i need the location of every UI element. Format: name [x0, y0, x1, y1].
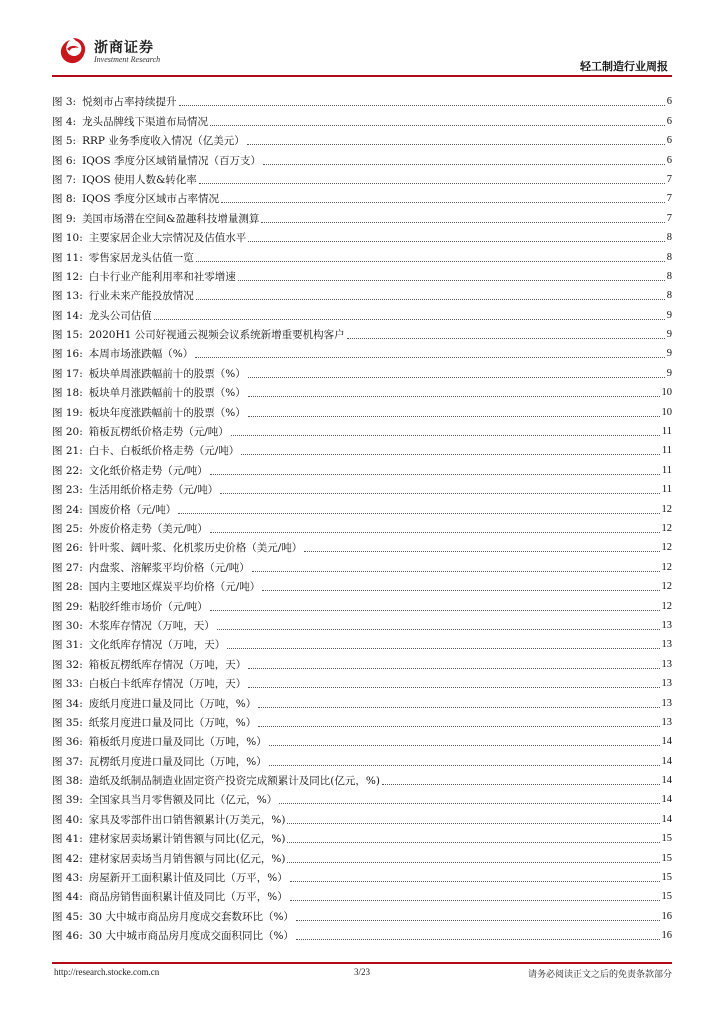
toc-figure-label: 图 38: — [52, 775, 83, 788]
toc-figure-title: 造纸及纸制品制造业固定资产投资完成额累计及同比(亿元，%) — [88, 775, 380, 788]
toc-figure-label: 图 8: — [52, 193, 77, 206]
report-title: 轻工制造行业周报 — [580, 60, 668, 73]
toc-figure-title: IQOS 季度分区域市占率情况 — [82, 193, 219, 206]
toc-page-number: 9 — [666, 309, 672, 321]
toc-figure-label: 图 27: — [52, 561, 83, 574]
toc-dot-leader — [248, 687, 659, 688]
toc-figure-title: 建材家居卖场累计销售额与同比(亿元，%) — [88, 833, 286, 846]
toc-figure-label: 图 16: — [52, 348, 83, 361]
toc-entry[interactable] — [52, 614, 672, 633]
toc-page-number: 8 — [666, 232, 672, 244]
toc-entry[interactable] — [52, 458, 672, 477]
toc-dot-leader — [287, 862, 659, 863]
toc-page-number: 12 — [661, 542, 672, 554]
toc-entry[interactable] — [52, 265, 672, 284]
toc-figure-title: 房屋新开工面积累计值及同比（万平，%） — [88, 872, 288, 885]
toc-dot-leader — [154, 319, 665, 320]
toc-figure-label: 图 37: — [52, 755, 83, 768]
toc-figure-title: 生活用纸价格走势（元/吨） — [88, 484, 219, 497]
toc-figure-title: 针叶浆、阔叶浆、化机浆历史价格（美元/吨） — [88, 542, 303, 555]
toc-entry[interactable] — [52, 866, 672, 885]
toc-page-number: 11 — [661, 426, 672, 438]
toc-page-number: 11 — [661, 484, 672, 496]
toc-figure-label: 图 45: — [52, 910, 83, 923]
header-divider — [52, 75, 672, 77]
toc-figure-label: 图 22: — [52, 464, 83, 477]
toc-figure-label: 图 25: — [52, 522, 83, 535]
toc-figure-title: 国内主要地区煤炭平均价格（元/吨） — [88, 581, 261, 594]
toc-entry[interactable] — [52, 284, 672, 303]
toc-figure-title: IQOS 季度分区域销量情况（百万支） — [82, 154, 261, 167]
toc-page-number: 7 — [666, 212, 672, 224]
toc-entry[interactable] — [52, 400, 672, 419]
toc-figure-title: 木浆库存情况（万吨，天） — [88, 619, 215, 632]
toc-entry[interactable] — [52, 517, 672, 536]
toc-dot-leader — [178, 513, 659, 514]
toc-figure-label: 图 3: — [52, 96, 77, 109]
toc-figure-label: 图 31: — [52, 639, 83, 652]
toc-figure-title: RRP 业务季度收入情况（亿美元） — [82, 135, 245, 148]
toc-dot-leader — [263, 164, 665, 165]
toc-dot-leader — [347, 338, 665, 339]
toc-page-number: 15 — [661, 891, 672, 903]
toc-figure-title: 美国市场潜在空间&盈趣科技增量测算 — [82, 212, 260, 225]
toc-dot-leader — [248, 377, 665, 378]
toc-page-number: 13 — [661, 697, 672, 709]
toc-figure-label: 图 7: — [52, 173, 77, 186]
toc-dot-leader — [196, 299, 665, 300]
toc-entry[interactable] — [52, 788, 672, 807]
toc-figure-title: 30 大中城市商品房月度成交套数环比（%） — [88, 910, 294, 923]
toc-figure-label: 图 29: — [52, 600, 83, 613]
toc-entry[interactable] — [52, 187, 672, 206]
toc-figure-label: 图 11: — [52, 251, 83, 264]
toc-entry[interactable] — [52, 749, 672, 768]
toc-entry[interactable] — [52, 361, 672, 380]
toc-figure-title: 板块单周涨跌幅前十的股票（%） — [88, 367, 246, 380]
toc-page-number: 14 — [661, 755, 672, 767]
toc-page-number: 10 — [661, 406, 672, 418]
toc-figure-title: 内盘浆、溶解浆平均价格（元/吨） — [88, 561, 250, 574]
toc-dot-leader — [220, 493, 660, 494]
toc-entry[interactable] — [52, 594, 672, 613]
toc-figure-title: 粘胶纤维市场价（元/吨） — [88, 600, 208, 613]
toc-page-number: 13 — [661, 716, 672, 728]
toc-entry[interactable] — [52, 711, 672, 730]
toc-dot-leader — [210, 125, 665, 126]
footer-disclaimer: 请务必阅读正文之后的免责条款部分 — [527, 970, 672, 980]
toc-figure-title: 白板白卡纸库存情况（万吨，天） — [88, 678, 247, 691]
toc-page-number: 6 — [666, 115, 672, 127]
toc-entry[interactable] — [52, 536, 672, 555]
toc-entry[interactable] — [52, 672, 672, 691]
toc-figure-title: 瓦楞纸月度进口量及同比（万吨，%） — [88, 755, 267, 768]
toc-figure-title: 白卡行业产能利用率和社零增速 — [88, 270, 236, 283]
toc-figure-label: 图 36: — [52, 736, 83, 749]
toc-page-number: 14 — [661, 775, 672, 787]
toc-figure-title: 文化纸价格走势（元/吨） — [88, 464, 208, 477]
toc-entry[interactable] — [52, 109, 672, 128]
toc-figure-title: 行业未来产能投放情况 — [88, 290, 194, 303]
toc-figure-title: IQOS 使用人数&转化率 — [82, 173, 197, 186]
toc-entry[interactable] — [52, 652, 672, 671]
brand-name-cn: 浙商证券 — [94, 40, 154, 56]
toc-page-number: 14 — [661, 794, 672, 806]
toc-page-number: 15 — [661, 872, 672, 884]
toc-entry[interactable] — [52, 904, 672, 923]
toc-dot-leader — [258, 707, 659, 708]
toc-entry[interactable] — [52, 691, 672, 710]
toc-page-number: 12 — [661, 600, 672, 612]
toc-figure-label: 图 17: — [52, 367, 83, 380]
toc-page-number: 14 — [661, 813, 672, 825]
toc-entry[interactable] — [52, 497, 672, 516]
toc-entry[interactable] — [52, 924, 672, 943]
toc-page-number: 16 — [661, 930, 672, 942]
toc-entry[interactable] — [52, 148, 672, 167]
toc-figure-label: 图 20: — [52, 426, 83, 439]
toc-page-number: 6 — [666, 135, 672, 147]
toc-page-number: 12 — [661, 581, 672, 593]
toc-figure-label: 图 12: — [52, 270, 83, 283]
toc-dot-leader — [252, 571, 660, 572]
figure-list — [52, 90, 672, 943]
toc-figure-title: 箱板瓦楞纸价格走势（元/吨） — [88, 426, 229, 439]
toc-figure-title: 30 大中城市商品房月度成交面积同比（%） — [88, 930, 294, 943]
toc-entry[interactable] — [52, 226, 672, 245]
toc-dot-leader — [210, 532, 660, 533]
toc-dot-leader — [217, 629, 660, 630]
toc-figure-label: 图 40: — [52, 813, 83, 826]
toc-figure-title: 废纸月度进口量及同比（万吨，%） — [88, 697, 257, 710]
page-number: 3/23 — [354, 967, 371, 977]
toc-entry[interactable] — [52, 420, 672, 439]
toc-dot-leader — [304, 551, 659, 552]
toc-dot-leader — [382, 784, 660, 785]
toc-figure-label: 图 13: — [52, 290, 83, 303]
toc-dot-leader — [248, 668, 659, 669]
toc-page-number: 9 — [666, 367, 672, 379]
toc-page-number: 6 — [666, 154, 672, 166]
toc-page-number: 11 — [661, 445, 672, 457]
toc-page-number: 14 — [661, 736, 672, 748]
toc-figure-title: 2020H1 公司好视通云视频会议系统新增重要机构客户 — [88, 329, 345, 342]
toc-entry[interactable] — [52, 555, 672, 574]
toc-figure-label: 图 14: — [52, 309, 83, 322]
toc-entry[interactable] — [52, 323, 672, 342]
toc-dot-leader — [248, 241, 665, 242]
toc-dot-leader — [290, 881, 660, 882]
toc-figure-label: 图 26: — [52, 542, 83, 555]
footer-divider — [52, 962, 672, 964]
toc-page-number: 6 — [666, 96, 672, 108]
toc-figure-label: 图 32: — [52, 658, 83, 671]
toc-figure-label: 图 21: — [52, 445, 83, 458]
toc-figure-title: 白卡、白板纸价格走势（元/吨） — [88, 445, 240, 458]
toc-figure-label: 图 39: — [52, 794, 83, 807]
toc-dot-leader — [210, 610, 660, 611]
toc-figure-label: 图 28: — [52, 581, 83, 594]
toc-dot-leader — [296, 939, 660, 940]
toc-figure-label: 图 15: — [52, 329, 83, 342]
page-header — [52, 36, 672, 76]
toc-figure-label: 图 23: — [52, 484, 83, 497]
toc-entry[interactable] — [52, 303, 672, 322]
toc-figure-label: 图 5: — [52, 135, 77, 148]
toc-dot-leader — [221, 202, 665, 203]
toc-figure-title: 箱板瓦楞纸库存情况（万吨，天） — [88, 658, 247, 671]
toc-dot-leader — [248, 416, 660, 417]
toc-figure-title: 文化纸库存情况（万吨，天） — [88, 639, 226, 652]
toc-dot-leader — [258, 726, 659, 727]
toc-dot-leader — [179, 105, 665, 106]
toc-entry[interactable] — [52, 129, 672, 148]
toc-figure-label: 图 34: — [52, 697, 83, 710]
toc-dot-leader — [241, 454, 660, 455]
toc-entry[interactable] — [52, 575, 672, 594]
toc-entry[interactable] — [52, 439, 672, 458]
toc-dot-leader — [269, 765, 660, 766]
toc-figure-title: 板块单月涨跌幅前十的股票（%） — [88, 387, 246, 400]
toc-figure-title: 家具及零部件出口销售额累计(万美元，%) — [88, 813, 286, 826]
toc-figure-title: 纸浆月度进口量及同比（万吨，%） — [88, 716, 257, 729]
toc-figure-label: 图 42: — [52, 852, 83, 865]
toc-entry[interactable] — [52, 807, 672, 826]
toc-page-number: 12 — [661, 503, 672, 515]
toc-entry[interactable] — [52, 342, 672, 361]
toc-dot-leader — [248, 396, 660, 397]
toc-figure-label: 图 9: — [52, 212, 77, 225]
toc-page-number: 7 — [666, 173, 672, 185]
toc-figure-label: 图 44: — [52, 891, 83, 904]
toc-entry[interactable] — [52, 846, 672, 865]
toc-page-number: 9 — [666, 348, 672, 360]
toc-page-number: 13 — [661, 619, 672, 631]
toc-page-number: 13 — [661, 658, 672, 670]
toc-dot-leader — [196, 261, 665, 262]
toc-page-number: 7 — [666, 193, 672, 205]
toc-dot-leader — [269, 745, 660, 746]
toc-figure-label: 图 41: — [52, 833, 83, 846]
toc-dot-leader — [296, 920, 660, 921]
toc-page-number: 10 — [661, 387, 672, 399]
toc-page-number: 13 — [661, 678, 672, 690]
toc-dot-leader — [262, 590, 659, 591]
toc-dot-leader — [227, 648, 659, 649]
toc-figure-label: 图 35: — [52, 716, 83, 729]
toc-figure-label: 图 19: — [52, 406, 83, 419]
toc-figure-title: 龙头公司估值 — [88, 309, 152, 322]
toc-figure-label: 图 4: — [52, 115, 77, 128]
toc-figure-label: 图 24: — [52, 503, 83, 516]
toc-page-number: 8 — [666, 251, 672, 263]
toc-entry[interactable] — [52, 168, 672, 187]
toc-figure-title: 箱板纸月度进口量及同比（万吨，%） — [88, 736, 267, 749]
toc-dot-leader — [279, 803, 659, 804]
toc-page-number: 12 — [661, 522, 672, 534]
toc-figure-title: 龙头品牌线下渠道布局情况 — [82, 115, 209, 128]
toc-dot-leader — [287, 823, 659, 824]
footer-url[interactable]: http://research.stocke.com.cn — [54, 967, 160, 977]
toc-figure-title: 主要家居企业大宗情况及估值水平 — [88, 232, 247, 245]
toc-figure-label: 图 33: — [52, 678, 83, 691]
toc-entry[interactable] — [52, 730, 672, 749]
toc-entry[interactable] — [52, 478, 672, 497]
toc-figure-title: 外废价格走势（美元/吨） — [88, 522, 208, 535]
toc-figure-title: 零售家居龙头估值一览 — [88, 251, 194, 264]
toc-page-number: 15 — [661, 833, 672, 845]
toc-dot-leader — [210, 474, 660, 475]
toc-dot-leader — [261, 222, 664, 223]
toc-dot-leader — [247, 144, 665, 145]
toc-page-number: 13 — [661, 639, 672, 651]
toc-page-number: 15 — [661, 852, 672, 864]
toc-figure-title: 悦刻市占率持续提升 — [82, 96, 177, 109]
toc-dot-leader — [238, 280, 665, 281]
toc-entry[interactable] — [52, 769, 672, 788]
toc-dot-leader — [231, 435, 660, 436]
toc-figure-label: 图 30: — [52, 619, 83, 632]
toc-page-number: 8 — [666, 270, 672, 282]
toc-figure-title: 全国家具当月零售额及同比（亿元，%） — [88, 794, 278, 807]
toc-page-number: 16 — [661, 910, 672, 922]
toc-dot-leader — [199, 183, 665, 184]
toc-entry[interactable] — [52, 206, 672, 225]
toc-entry[interactable] — [52, 885, 672, 904]
toc-figure-title: 建材家居卖场当月销售额与同比(亿元，%) — [88, 852, 286, 865]
brokerage-logo-icon — [58, 36, 88, 66]
toc-page-number: 12 — [661, 561, 672, 573]
toc-dot-leader — [290, 900, 660, 901]
toc-figure-label: 图 46: — [52, 930, 83, 943]
toc-page-number: 9 — [666, 329, 672, 341]
toc-figure-title: 本周市场涨跌幅（%） — [88, 348, 194, 361]
toc-figure-label: 图 10: — [52, 232, 83, 245]
toc-entry[interactable] — [52, 381, 672, 400]
brand-name-en: Investment Research — [94, 55, 161, 64]
toc-figure-title: 商品房销售面积累计值及同比（万平，%） — [88, 891, 288, 904]
toc-figure-label: 图 6: — [52, 154, 77, 167]
toc-page-number: 11 — [661, 464, 672, 476]
toc-entry[interactable] — [52, 245, 672, 264]
toc-figure-title: 板块年度涨跌幅前十的股票（%） — [88, 406, 246, 419]
toc-figure-title: 国废价格（元/吨） — [88, 503, 177, 516]
toc-figure-label: 图 43: — [52, 872, 83, 885]
toc-entry[interactable] — [52, 90, 672, 109]
toc-figure-label: 图 18: — [52, 387, 83, 400]
toc-entry[interactable] — [52, 633, 672, 652]
toc-page-number: 8 — [666, 290, 672, 302]
toc-entry[interactable] — [52, 827, 672, 846]
toc-dot-leader — [287, 842, 659, 843]
toc-dot-leader — [195, 357, 665, 358]
